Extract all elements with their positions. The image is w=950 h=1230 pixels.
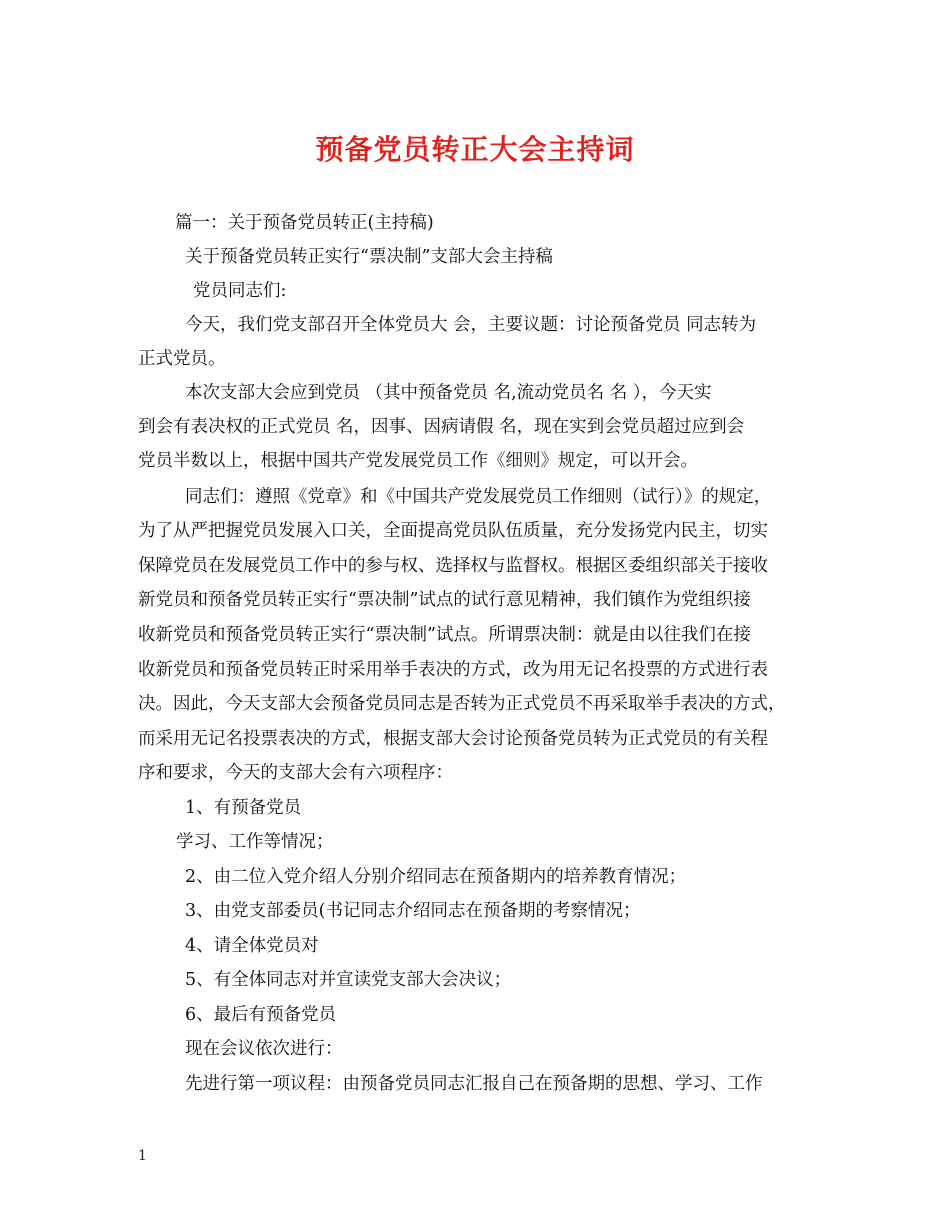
text-line: 保障党员在发展党员工作中的参与权、选择权与监督权。根据区委组织部关于接收	[138, 556, 768, 576]
text-line: 2、由二位入党介绍人分别介绍同志在预备期内的培养教育情况；	[185, 867, 687, 887]
document-title: 预备党员转正大会主持词	[315, 133, 635, 166]
text-line: 到会有表决权的正式党员 名，因事、因病请假 名，现在实到会党员超过应到会	[138, 417, 745, 437]
text-line: 收新党员和预备党员转正时采用举手表决的方式，改为用无记名投票的方式进行表	[138, 660, 768, 680]
page-number: 1	[138, 1148, 147, 1164]
text-line: 现在会议依次进行：	[185, 1039, 343, 1059]
text-line: 6、最后有预备党员	[185, 1005, 337, 1025]
text-line: 党员半数以上，根据中国共产党发展党员工作《细则》规定，可以开会。	[138, 451, 698, 471]
text-line: 决。因此，今天支部大会预备党员同志是否转为正式党员不再采取举手表决的方式，	[138, 694, 786, 714]
text-line: 1、有预备党员	[185, 798, 302, 818]
text-line: 先进行第一项议程：由预备党员同志汇报自己在预备期的思想、学习、工作	[185, 1074, 763, 1094]
text-line: 序和要求，今天的支部大会有六项程序：	[138, 763, 453, 783]
text-line: 4、请全体党员对	[185, 936, 319, 956]
text-line: 新党员和预备党员转正实行“票决制”试点的试行意见精神，我们镇作为党组织接	[138, 590, 751, 610]
text-line: 篇一：关于预备党员转正(主持稿)	[175, 213, 434, 233]
text-line: 学习、工作等情况；	[176, 832, 334, 852]
text-line: 党员同志们:	[193, 281, 287, 301]
text-line: 收新党员和预备党员转正实行“票决制”试点。所谓票决制：就是由以往我们在接	[138, 625, 751, 645]
text-line: 为了从严把握党员发展入口关，全面提高党员队伍质量，充分发扬党内民主，切实	[138, 521, 768, 541]
text-line: 3、由党支部委员(书记同志介绍同志在预备期的考察情况；	[185, 901, 641, 921]
text-line: 同志们：遵照《党章》和《中国共产党发展党员工作细则（试行）》的规定，	[185, 487, 772, 507]
text-line: 关于预备党员转正实行“票决制”支部大会主持稿	[185, 247, 553, 267]
text-line: 而采用无记名投票表决的方式，根据支部大会讨论预备党员转为正式党员的有关程	[138, 729, 768, 749]
text-line: 今天，我们党支部召开全体党员大 会，主要议题：讨论预备党员 同志转为	[185, 315, 757, 335]
text-line: 5、有全体同志对并宣读党支部大会决议；	[185, 970, 512, 990]
text-line: 本次支部大会应到党员 （其中预备党员 名,流动党员名 名 ），今天实	[185, 383, 712, 403]
text-line: 正式党员。	[138, 349, 226, 369]
